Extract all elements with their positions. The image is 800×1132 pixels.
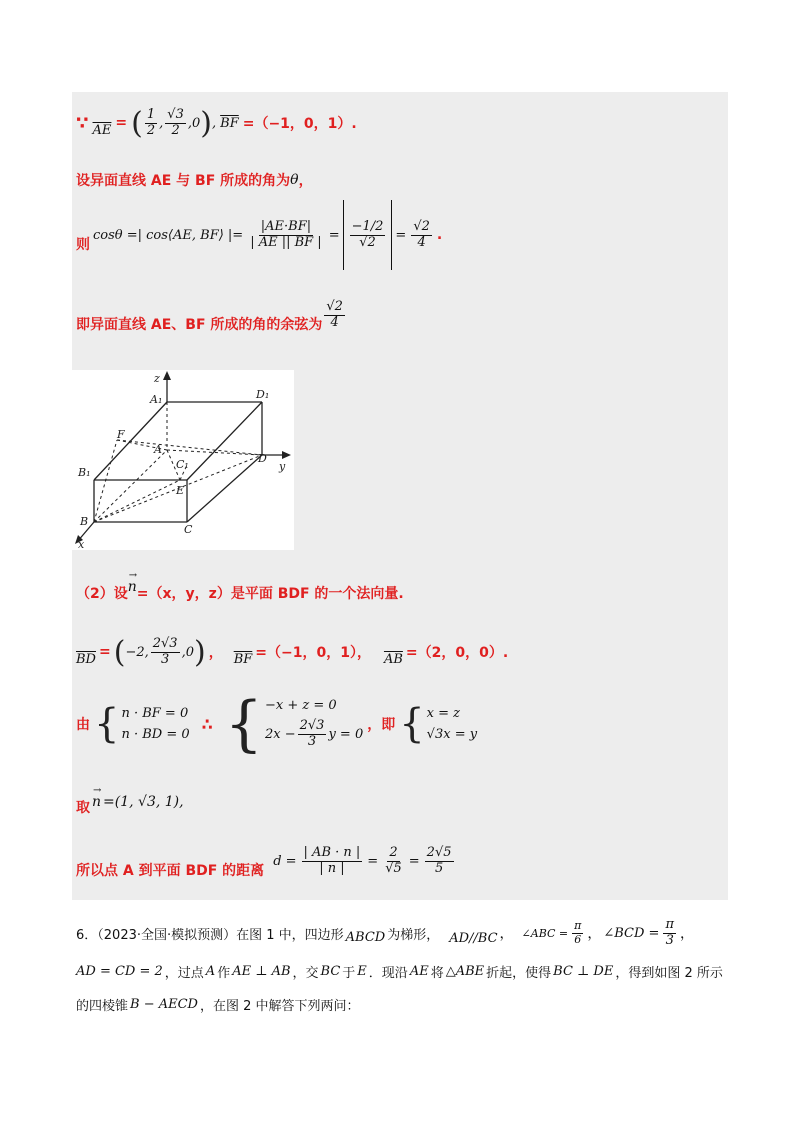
because-symbol: ∵ <box>76 112 89 134</box>
label-y: y <box>279 460 286 473</box>
label-c: C <box>184 523 193 536</box>
therefore-symbol: ∴ <box>201 714 213 734</box>
label-e: E <box>176 484 185 497</box>
part2-label: （2）设 <box>76 586 128 602</box>
angle-definition-text: 设异面直线 AE 与 BF 所成的角为 <box>76 173 291 189</box>
label-b: B <box>80 515 89 528</box>
theta-symbol: θ <box>290 172 299 188</box>
line-distance: 所以点 A 到平面 BDF 的距离 d = $\frac{| AB \cdot n |}{| n |}$ = $\frac{2}{√5}$ = $\frac{2√5}{5}$ <box>76 844 452 879</box>
ae-x-fraction: $\frac{1}{2}$ <box>146 106 156 138</box>
normal-vector-text: =（x，y，z）是平面 BDF 的一个法向量. <box>136 586 404 602</box>
vector-bf-label-2: $\overline{BF}$ <box>233 651 253 667</box>
ji-text: ，即 <box>367 717 396 733</box>
distance-result: $\frac{2√5}{5}$ <box>426 844 452 876</box>
vector-bd-value: ( −2, $\frac{2√3}{3}$ ,0 ) <box>113 634 206 670</box>
vector-bf-value-2: =（−1，0，1）， <box>255 645 371 661</box>
cuboid-diagram <box>72 370 294 550</box>
cosine-value-fraction: $\frac{√2}{4}$ <box>326 298 343 330</box>
qu-text: 取 <box>76 800 90 816</box>
label-b1: B₁ <box>78 466 91 479</box>
distance-fraction-2: $\frac{2}{√5}$ <box>385 844 402 876</box>
line-normal-vector-definition <box>76 570 404 608</box>
cuboid-figure <box>72 370 294 550</box>
line-ae-bf-vectors <box>76 98 357 148</box>
cosine-conclusion-text: 即异面直线 AE、BF 所成的角的余弦为 <box>76 317 323 333</box>
vector-bf-value: =（−1，0，1）. <box>242 116 357 132</box>
label-a1: A₁ <box>150 393 163 406</box>
line-vector-coordinates: $\overline{BD}$ = ( −2, $\frac{2√3}{3}$ ,0 ) ， $\overline{BF}$ =（−1，0，1）， $\overline{AB}$ =（2，0，0）. <box>76 634 509 670</box>
vector-bf-label: $\overline{BF}$ <box>220 115 239 131</box>
cos-expression: cosθ =| cos⟨AE, BF⟩ |= <box>93 227 244 243</box>
d-label: d = <box>273 853 297 869</box>
vector-ab-value: =（2，0，0）. <box>405 645 509 661</box>
label-d: D <box>258 452 267 465</box>
system-1: { n · BF = 0 n · BD = 0 <box>94 701 190 747</box>
line-angle-definition <box>76 170 313 190</box>
label-d1: D₁ <box>256 388 270 401</box>
distance-text: 所以点 A 到平面 BDF 的距离 <box>76 863 265 879</box>
equals-sign: = <box>115 115 128 131</box>
comma: ， <box>298 173 313 189</box>
vector-ae-label: $\overline{AE}$ <box>92 122 112 138</box>
you-text: 由 <box>76 717 90 733</box>
vector-bd-label: $\overline{BD}$ <box>76 651 96 667</box>
distance-fraction: $\frac{| AB \cdot n |}{| n |}$ <box>303 844 361 876</box>
vector-ab-label: $\overline{AB}$ <box>383 651 403 667</box>
ae-y-fraction: $\frac{√3}{2}$ <box>167 106 184 138</box>
line-cosine-computation: 则 cosθ =| cos⟨AE, BF⟩ |= $\frac{|AE\cdot BF|}{| AE || BF |}$ = $\frac{-1/2}{√2}$ = $\frac{√2}{4}$ . <box>76 200 442 270</box>
label-c1: C₁ <box>176 458 189 471</box>
label-f: F <box>117 428 125 441</box>
cos-fraction: $\frac{|AE\cdot BF|}{| AE || BF |}$ <box>250 218 322 250</box>
vector-ae-value: ( $\frac{1}{2}$ , $\frac{√3}{2}$ , 0 ) , <box>131 105 217 141</box>
normal-vector-value: =(1, √3, 1), <box>103 794 184 810</box>
cos-result-fraction: $\frac{√2}{4}$ <box>413 218 430 250</box>
problem-line-2: AD = CD = 2 ，过点 A 作 AE ⊥ AB ，交 BC 于 E ．现沿 AE 将 △ABE 折起，使得 BC ⊥ DE ，得到如图 2 所示 <box>76 963 723 981</box>
system-2: { −x + z = 0 2x − $\frac{2√3}{3}$ y = 0 <box>224 689 364 759</box>
label-z: z <box>154 372 160 385</box>
abs-value-fraction: $\frac{-1/2}{√2}$ <box>343 200 393 270</box>
line-choose-normal <box>76 785 184 819</box>
label-x: x <box>78 538 85 550</box>
line-cosine-conclusion <box>76 290 347 340</box>
vector-n-2: → n <box>92 785 102 810</box>
line-equation-systems <box>76 688 477 760</box>
label-a: A <box>154 443 162 456</box>
problem-line-3: 的四棱锥 B − AECD ，在图 2 中解答下列两问： <box>76 996 360 1014</box>
ze-text: 则 <box>76 237 90 253</box>
vector-n: → n <box>127 570 138 595</box>
problem-line-1: 6．（2023·全国·模拟预测）在图 1 中，四边形 ABCD 为梯形， AD//BC ， ∠ABC = $\frac{\pi}{6}$ ， ∠BCD = $\frac{\pi}{3}$ ， <box>76 916 694 948</box>
system-3: { x = z √3x = y <box>399 701 478 747</box>
